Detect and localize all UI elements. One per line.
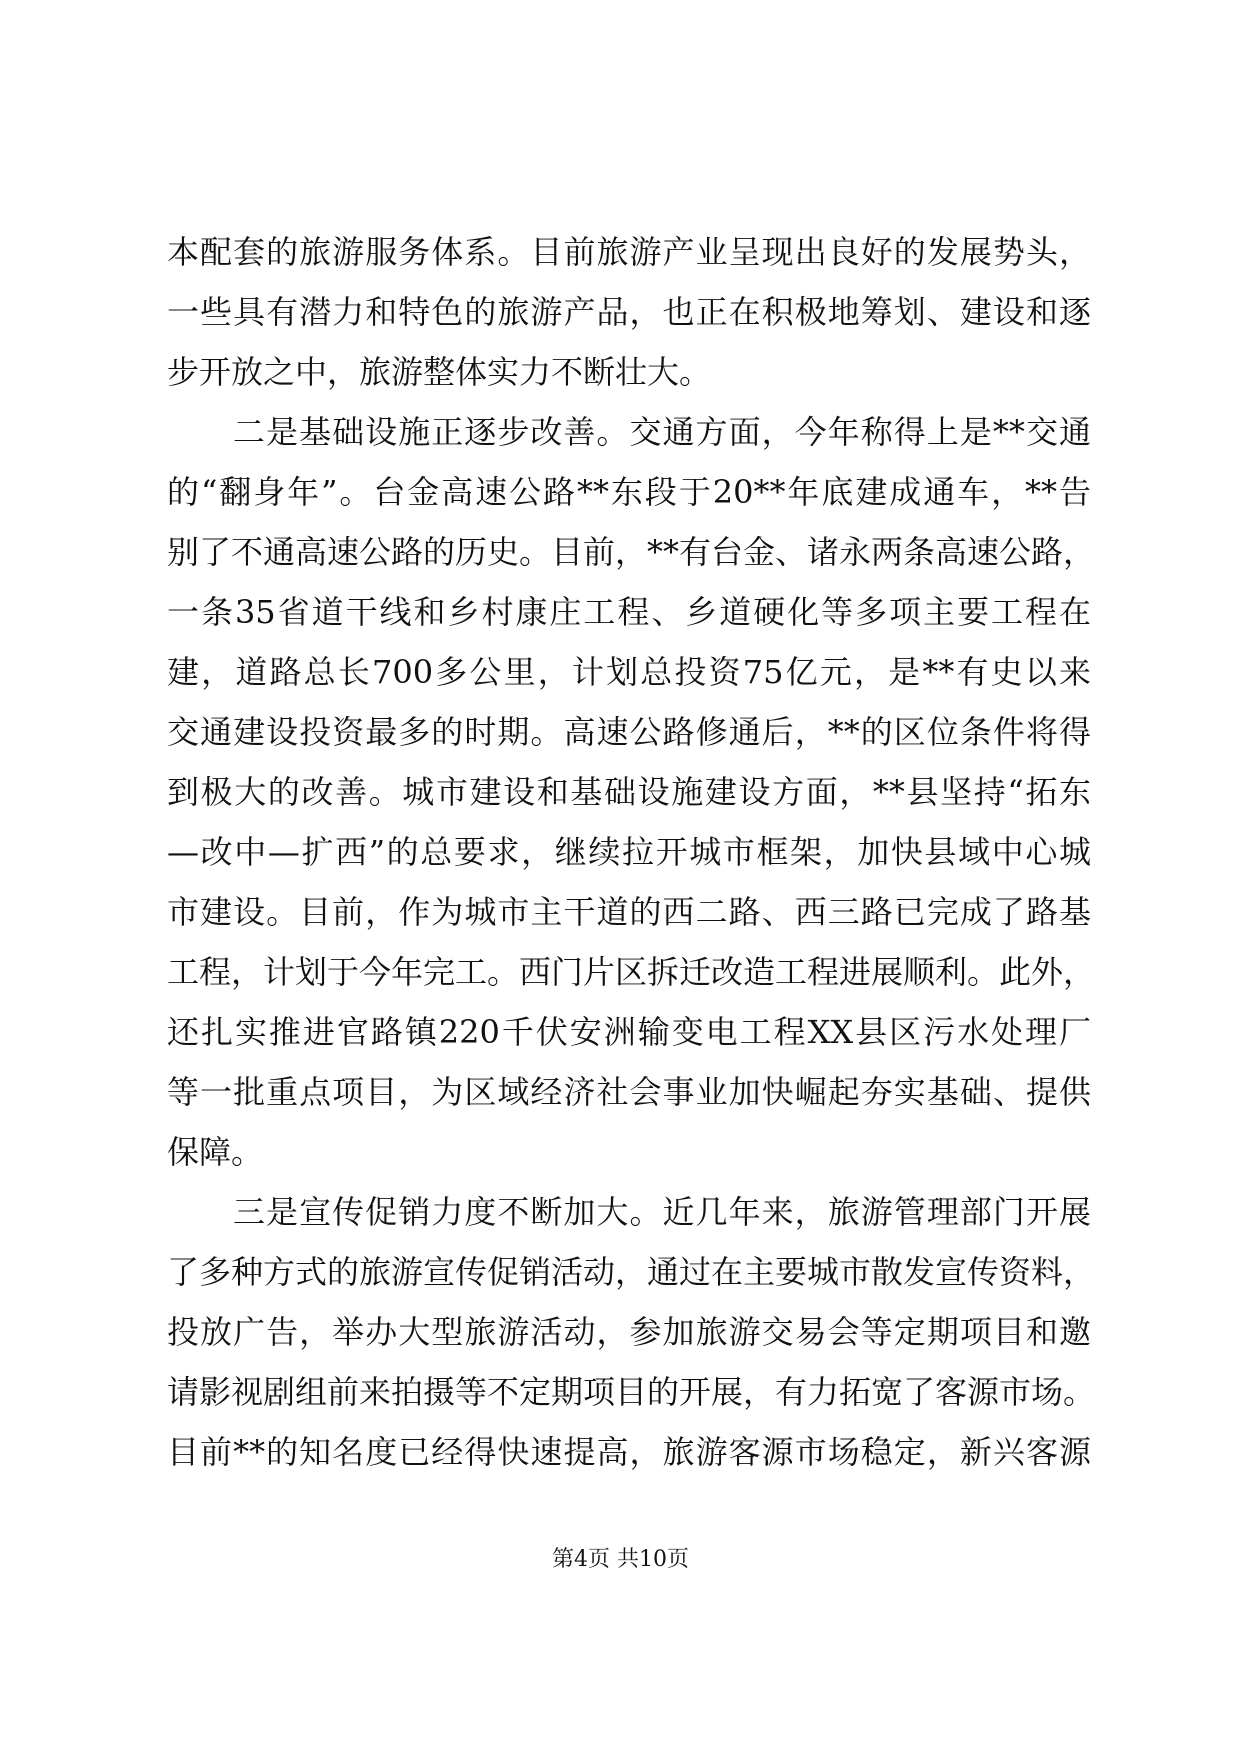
text-line: 步开放之中，旅游整体实力不断壮大。	[167, 353, 712, 391]
text-line: 交通建设投资最多的时期。高速公路修通后，**的区位条件将得	[167, 713, 1091, 751]
text-line: 到极大的改善。城市建设和基础设施建设方面，**县坚持“拓东	[167, 773, 1091, 811]
text-line: 二是基础设施正逐步改善。交通方面，今年称得上是**交通	[233, 413, 1091, 451]
text-line: 建，道路总长700多公里，计划总投资75亿元，是**有史以来	[167, 653, 1091, 691]
text-line: —改中—扩西”的总要求，继续拉开城市框架，加快县域中心城	[167, 833, 1091, 871]
text-line: 保障。	[167, 1133, 264, 1171]
text-line: 工程，计划于今年完工。西门片区拆迁改造工程进展顺利。此外，	[167, 953, 1096, 991]
document-body	[167, 222, 1096, 1482]
text-line: 本配套的旅游服务体系。目前旅游产业呈现出良好的发展势头，	[167, 233, 1091, 271]
text-line: 请影视剧组前来拍摄等不定期项目的开展，有力拓宽了客源市场。	[167, 1373, 1096, 1411]
text-line: 的“翻身年”。台金高速公路**东段于20**年底建成通车，**告	[167, 473, 1091, 511]
text-line: 一些具有潜力和特色的旅游产品，也正在积极地筹划、建设和逐	[167, 293, 1091, 331]
text-line: 一条35省道干线和乡村康庄工程、乡道硬化等多项主要工程在	[167, 593, 1091, 631]
text-line: 目前**的知名度已经得快速提高，旅游客源市场稳定，新兴客源	[167, 1433, 1091, 1471]
text-line: 等一批重点项目，为区域经济社会事业加快崛起夯实基础、提供	[167, 1073, 1091, 1111]
page-footer: 第4页 共10页	[552, 1547, 689, 1572]
text-line: 了多种方式的旅游宣传促销活动，通过在主要城市散发宣传资料，	[167, 1253, 1096, 1291]
text-line: 市建设。目前，作为城市主干道的西二路、西三路已完成了路基	[167, 893, 1091, 931]
text-line: 还扎实推进官路镇220千伏安洲输变电工程XX县区污水处理厂	[167, 1013, 1091, 1051]
text-line: 别了不通高速公路的历史。目前，**有台金、诸永两条高速公路，	[167, 533, 1096, 571]
text-line: 三是宣传促销力度不断加大。近几年来，旅游管理部门开展	[233, 1193, 1091, 1231]
text-line: 投放广告，举办大型旅游活动，参加旅游交易会等定期项目和邀	[167, 1313, 1091, 1351]
